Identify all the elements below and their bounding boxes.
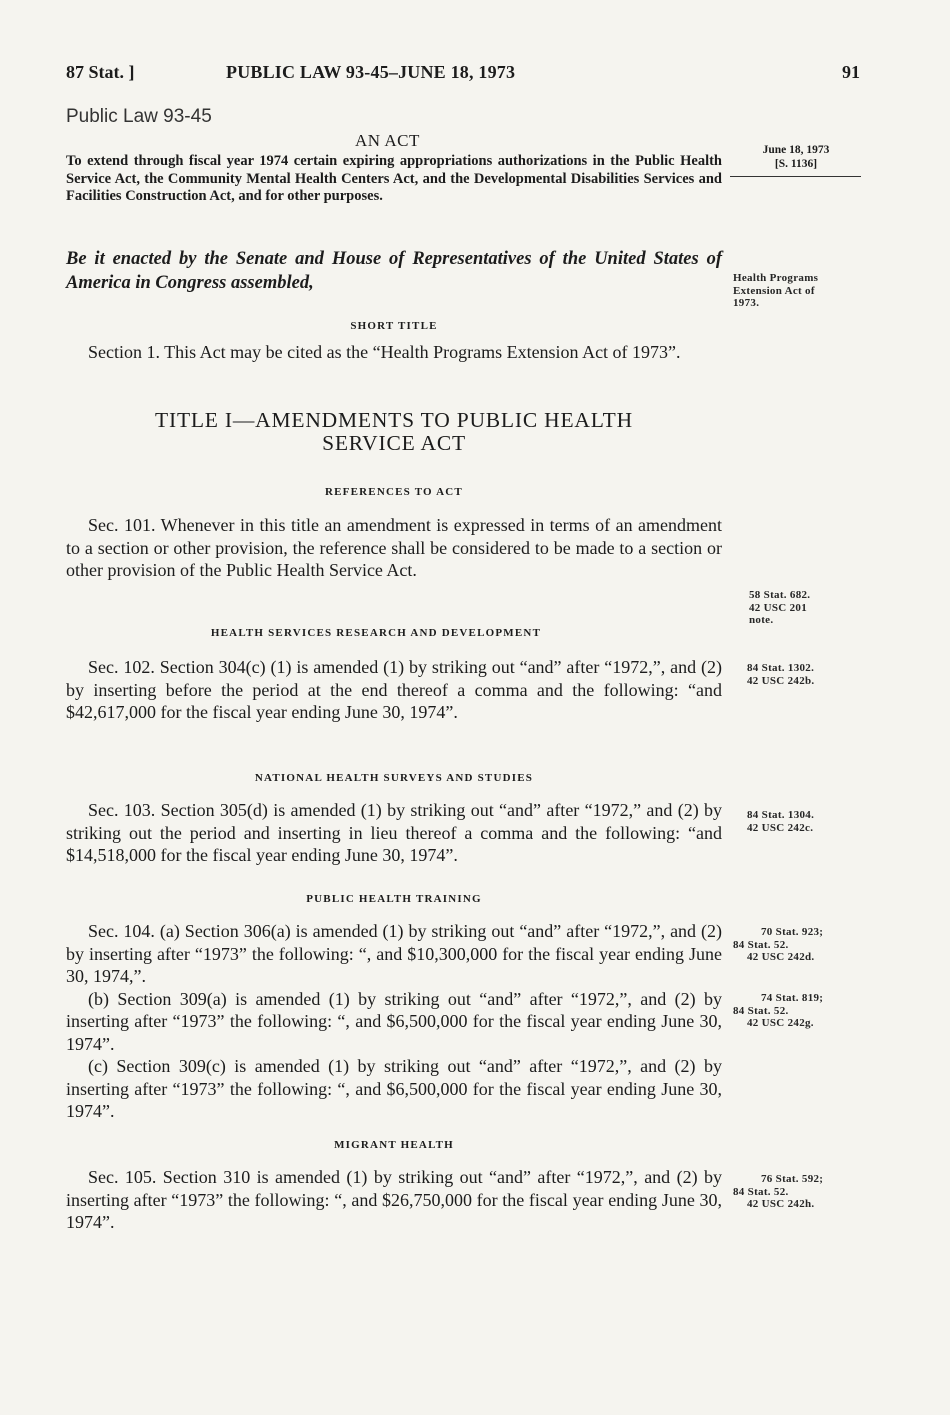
section-103 [66,799,722,867]
section-104-b: (b) Section 309(a) is amended (1) by striking out “and” after “1972,”, and (2) by inserting after “1973” the following: “, and $6,500,000 for the fiscal year ending June 30, 1974”. [66,988,722,1054]
margin-note-line: 84 Stat. 52. [733,1004,789,1017]
margin-note-line: 70 Stat. 923; [761,926,824,938]
section-103-heading: NATIONAL HEALTH SURVEYS AND STUDIES [254,772,534,784]
margin-note-line: 42 USC 201 [749,601,808,614]
section-102-heading: HEALTH SERVICES RESEARCH AND DEVELOPMENT [210,627,542,639]
margin-note-line: 42 USC 242g. [747,1017,814,1029]
act-label: AN ACT [355,131,420,150]
margin-note-line: Extension Act of [733,284,815,297]
margin-note-line: 58 Stat. 682. [749,589,811,601]
margin-note-line: note. [749,614,774,626]
margin-note-104b [733,992,823,1030]
section-101-heading: REFERENCES TO ACT [325,486,463,498]
title-heading-line: TITLE I—AMENDMENTS TO PUBLIC HEALTH [155,408,633,432]
enacting-clause: Be it enacted by the Senate and House of Representatives of the United States of America in Congress assembled, [66,249,722,293]
section-104-c: (c) Section 309(c) is amended (1) by striking out “and” after “1972,”, and (2) by inserting after “1973” the following: “, and $6,500,000 for the fiscal year ending June 30, 1974”. [66,1056,722,1121]
margin-note-line: 84 Stat. 52. [733,938,789,951]
margin-note-line: 42 USC 242b. [747,674,815,687]
margin-note-line: 42 USC 242h. [747,1198,815,1210]
title-heading [66,409,722,455]
margin-note-line: 1973. [733,297,760,309]
title-heading-line: SERVICE ACT [322,431,466,455]
margin-note-line: 76 Stat. 592; [761,1173,824,1185]
margin-note-103 [747,809,814,834]
section-105-heading: MIGRANT HEALTH [334,1139,454,1151]
margin-note-line: 84 Stat. 1302. [747,662,815,674]
bill-number: [S. 1136] [774,158,818,170]
section-1 [66,341,722,364]
enactment-date: June 18, 1973 [762,144,830,156]
margin-note-line: 42 USC 242c. [747,821,814,834]
margin-note-line: 84 Stat. 52. [733,1185,789,1198]
margin-note-line: Health Programs [733,272,819,284]
section-105-text: Sec. 105. Section 310 is amended (1) by striking out “and” after “1972,”, and (2) by inserting after “1973” the following: “, and $26,750,000 for the fiscal year ending June 30, 1974”. [66,1167,722,1232]
section-102-text: Sec. 102. Section 304(c) (1) is amended (1) by striking out “and” after “1972,”, and (2) by inserting before the period at the end thereof a comma and the following: “and $42,617,000 for the fiscal year ending June 30, 1974”. [66,657,722,722]
section-102 [66,656,722,724]
section-101 [66,514,722,582]
section-104-a: Sec. 104. (a) Section 306(a) is amended (1) by striking out “and” after “1972,”, and (2) by inserting after “1973” the following: “, and $10,300,000 for the fiscal year ending June 30, 1974,”. [66,921,722,986]
margin-note-102 [747,662,814,687]
section-104-heading: PUBLIC HEALTH TRAINING [306,893,482,905]
section-1-text: Section 1. This Act may be cited as the “Health Programs Extension Act of 1973”. [88,342,681,362]
margin-note-105 [733,1173,823,1211]
margin-divider [730,176,861,177]
margin-note-line: 42 USC 242d. [747,951,815,963]
act-purpose: To extend through fiscal year 1974 certain expiring appropriations authorizations in the Public Health Service Act, the Community Mental Health Centers Act, and the Developmental Disabilities Services and Facilities Construction Act, and for other purposes. [66,153,722,204]
page-number: 91 [842,62,860,82]
margin-note-101 [749,589,810,627]
margin-note-104a [733,926,823,964]
margin-note-line: 84 Stat. 1304. [747,809,815,821]
section-105 [66,1166,722,1234]
public-law-number: Public Law 93-45 [66,106,212,127]
margin-date-note [736,143,856,171]
stat-reference: 87 Stat. ] [66,62,135,82]
margin-note-line: 74 Stat. 819; [761,992,824,1004]
running-title: PUBLIC LAW 93-45–JUNE 18, 1973 [226,62,516,82]
section-101-text: Sec. 101. Whenever in this title an amendment is expressed in terms of an amendment to a section or other provision, the reference shall be considered to be made to a section or other provision of the Public Health Service Act. [66,515,722,580]
margin-note-short-name [733,272,818,310]
section-104 [66,920,722,1123]
short-title-heading: SHORT TITLE [350,320,438,332]
section-103-text: Sec. 103. Section 305(d) is amended (1) by striking out “and” after “1972,” and (2) by striking out the period and inserting in lieu thereof a comma and the following: “and $14,518,000 for the fiscal year ending June 30, 1974”. [66,800,722,865]
